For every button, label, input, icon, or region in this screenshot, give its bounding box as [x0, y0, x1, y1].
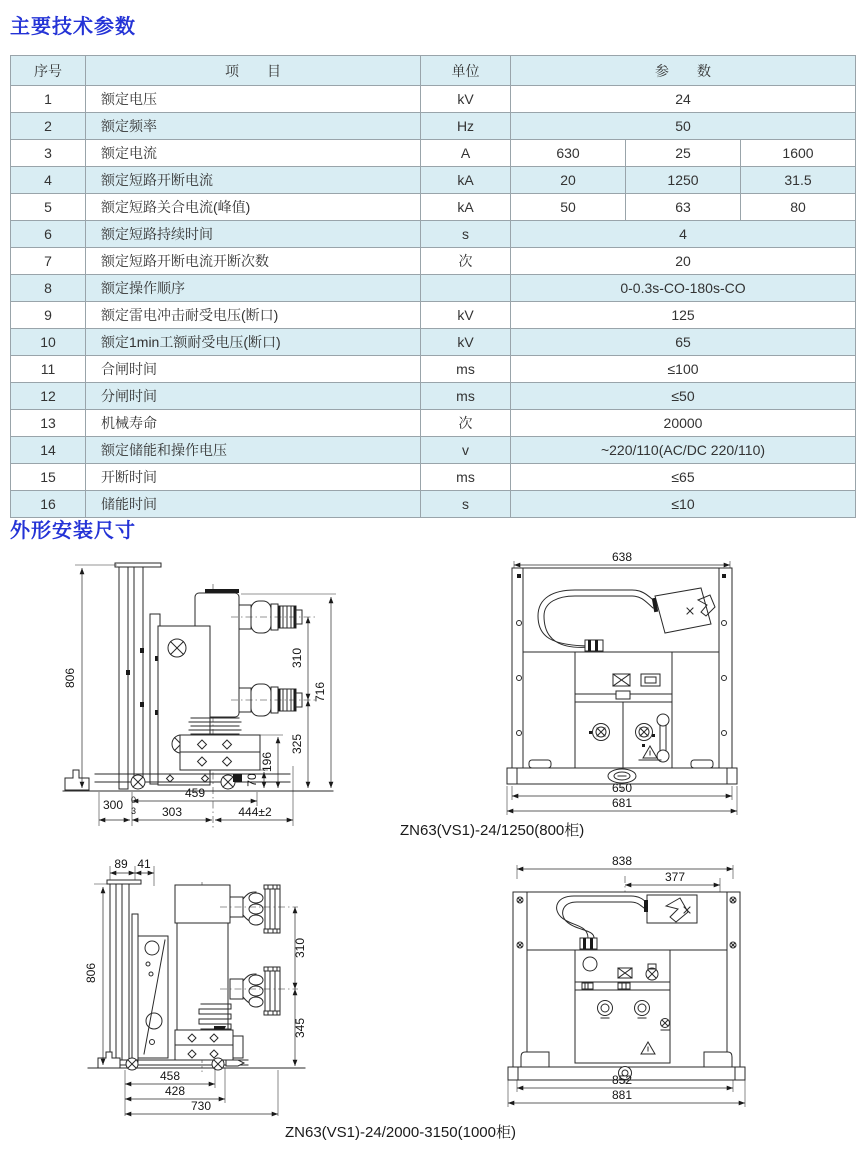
dim-label-852: 852: [611, 1073, 633, 1087]
dim-label-300-tol-upper: 0: [131, 795, 137, 805]
table-row: [11, 248, 856, 275]
cell-no: 1: [11, 86, 86, 113]
table-row: [11, 167, 856, 194]
cell-unit: A: [421, 140, 511, 167]
table-row: [11, 275, 856, 302]
cell-item: 合闸时间: [86, 356, 421, 383]
dim-label-196: 196: [260, 751, 274, 773]
col-header-unit: 单位: [421, 56, 511, 86]
table-row: [11, 194, 856, 221]
cell-value: 50: [511, 113, 856, 140]
cell-unit: 次: [421, 410, 511, 437]
cell-value: 20: [511, 248, 856, 275]
dim-label-345: 345: [293, 1017, 307, 1039]
cell-unit: ms: [421, 383, 511, 410]
cell-no: 13: [11, 410, 86, 437]
cell-no: 7: [11, 248, 86, 275]
cell-value: 80: [741, 194, 856, 221]
dim-label-806: 806: [84, 962, 98, 984]
cell-no: 5: [11, 194, 86, 221]
drawing-800-side-view: [55, 552, 445, 842]
cell-value: 1250: [626, 167, 741, 194]
cell-value: 25: [626, 140, 741, 167]
drawing-1000-side-view: [80, 858, 400, 1120]
cell-value: 4: [511, 221, 856, 248]
section-title-dimensions: 外形安装尺寸: [10, 520, 136, 542]
cell-value: ≤100: [511, 356, 856, 383]
cell-value: 50: [511, 194, 626, 221]
cell-value: ≤10: [511, 491, 856, 518]
col-header-item: 项 目: [86, 56, 421, 86]
dim-label-300: 300: [102, 798, 124, 812]
col-header-param: 参 数: [511, 56, 856, 86]
cell-no: 14: [11, 437, 86, 464]
cell-unit: kV: [421, 302, 511, 329]
dim-label-310: 310: [293, 937, 307, 959]
section-title-params: 主要技术参数: [10, 16, 136, 38]
cell-value: 63: [626, 194, 741, 221]
cell-item: 额定雷电冲击耐受电压(断口): [86, 302, 421, 329]
dim-label-325: 325: [290, 733, 304, 755]
drawing-800-front-view: [495, 548, 745, 818]
cell-value: ≤65: [511, 464, 856, 491]
cell-no: 9: [11, 302, 86, 329]
drawing-1000-front-view: [500, 852, 750, 1110]
table-row: [11, 329, 856, 356]
dim-label-838: 838: [611, 854, 633, 868]
cell-no: 3: [11, 140, 86, 167]
cell-value: 31.5: [741, 167, 856, 194]
cell-unit: kA: [421, 194, 511, 221]
tech-params-table: [10, 55, 856, 518]
dimension-drawings: [0, 543, 867, 1155]
cell-unit: s: [421, 491, 511, 518]
dim-label-638: 638: [611, 550, 633, 564]
table-row: [11, 302, 856, 329]
cell-item: 额定短路关合电流(峰值): [86, 194, 421, 221]
table-row: [11, 140, 856, 167]
table-row: [11, 383, 856, 410]
dim-label-300-tol-lower: 3: [131, 806, 137, 816]
cell-no: 6: [11, 221, 86, 248]
cell-unit: ms: [421, 356, 511, 383]
table-row: [11, 113, 856, 140]
table-row: [11, 464, 856, 491]
drawing-caption-1000: ZN63(VS1)-24/2000-3150(1000柜): [285, 1124, 516, 1141]
cell-no: 2: [11, 113, 86, 140]
table-row: [11, 491, 856, 518]
cell-item: 额定短路开断电流: [86, 167, 421, 194]
cell-item: 机械寿命: [86, 410, 421, 437]
cell-no: 8: [11, 275, 86, 302]
cell-value: ≤50: [511, 383, 856, 410]
cell-unit: 次: [421, 248, 511, 275]
dim-label-70: 70: [245, 773, 259, 787]
cell-item: 额定电压: [86, 86, 421, 113]
table-row: [11, 356, 856, 383]
cell-item: 额定短路持续时间: [86, 221, 421, 248]
cell-unit: v: [421, 437, 511, 464]
cell-value: 24: [511, 86, 856, 113]
cell-value: 20000: [511, 410, 856, 437]
table-row: [11, 86, 856, 113]
cell-value: 1600: [741, 140, 856, 167]
table-row: [11, 410, 856, 437]
dim-label-377: 377: [664, 870, 686, 884]
cell-unit: Hz: [421, 113, 511, 140]
cell-value: 0-0.3s-CO-180s-CO: [511, 275, 856, 302]
cell-no: 12: [11, 383, 86, 410]
dim-label-881: 881: [611, 1088, 633, 1102]
table-header-row: [11, 56, 856, 86]
drawing-caption-800: ZN63(VS1)-24/1250(800柜): [400, 822, 585, 839]
cell-unit: kV: [421, 86, 511, 113]
cell-item: 开断时间: [86, 464, 421, 491]
cell-no: 15: [11, 464, 86, 491]
dim-label-458: 458: [159, 1069, 181, 1083]
table-row: [11, 221, 856, 248]
cell-no: 16: [11, 491, 86, 518]
cell-value: 20: [511, 167, 626, 194]
dim-label-41: 41: [137, 858, 151, 871]
cell-unit: [421, 275, 511, 302]
cell-unit: kV: [421, 329, 511, 356]
dim-label-303: 303: [161, 805, 183, 819]
table-row: [11, 437, 856, 464]
cell-item: 额定短路开断电流开断次数: [86, 248, 421, 275]
col-header-no: 序号: [11, 56, 86, 86]
cell-item: 额定电流: [86, 140, 421, 167]
dim-label-806: 806: [63, 667, 77, 689]
cell-unit: s: [421, 221, 511, 248]
dim-label-428: 428: [164, 1084, 186, 1098]
dim-label-730: 730: [190, 1099, 212, 1113]
dim-label-459: 459: [184, 786, 206, 800]
cell-unit: ms: [421, 464, 511, 491]
cell-item: 储能时间: [86, 491, 421, 518]
cell-item: 分闸时间: [86, 383, 421, 410]
dim-label-310: 310: [290, 647, 304, 669]
cell-no: 4: [11, 167, 86, 194]
cell-item: 额定操作顺序: [86, 275, 421, 302]
dim-label-681: 681: [611, 796, 633, 810]
cell-value: 65: [511, 329, 856, 356]
dim-label-716: 716: [313, 681, 327, 703]
cell-value: ~220/110(AC/DC 220/110): [511, 437, 856, 464]
dim-label-444: 444±2: [238, 805, 272, 819]
cell-no: 11: [11, 356, 86, 383]
cell-item: 额定1min工额耐受电压(断口): [86, 329, 421, 356]
cell-value: 630: [511, 140, 626, 167]
cell-unit: kA: [421, 167, 511, 194]
cell-no: 10: [11, 329, 86, 356]
cell-item: 额定频率: [86, 113, 421, 140]
cell-item: 额定储能和操作电压: [86, 437, 421, 464]
dim-label-650: 650: [611, 781, 633, 795]
dim-label-89: 89: [114, 858, 128, 871]
cell-value: 125: [511, 302, 856, 329]
